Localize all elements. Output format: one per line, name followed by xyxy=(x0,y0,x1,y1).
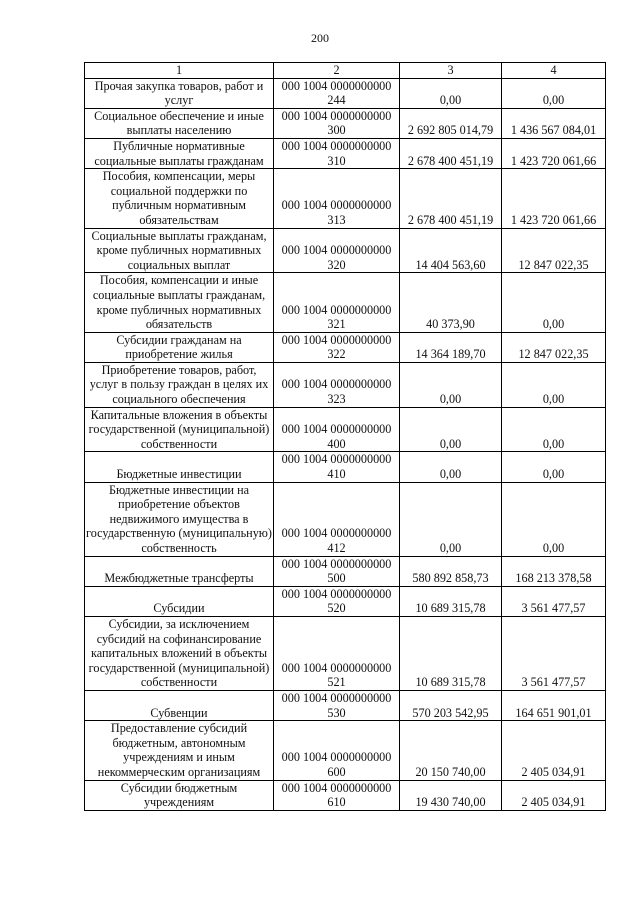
table-row xyxy=(85,616,606,690)
row-code: 000 1004 0000000000 410 xyxy=(274,452,400,482)
table-header-row xyxy=(85,63,606,79)
row-amount-col4: 0,00 xyxy=(502,78,606,108)
row-code: 000 1004 0000000000 610 xyxy=(274,780,400,810)
table-body xyxy=(85,78,606,810)
table-row xyxy=(85,586,606,616)
row-code: 000 1004 0000000000 244 xyxy=(274,78,400,108)
table-row xyxy=(85,78,606,108)
table-row xyxy=(85,452,606,482)
row-name: Пособия, компенсации и иные социальные выплаты гражданам, кроме публичных нормативных обязательств xyxy=(85,273,274,332)
row-code: 000 1004 0000000000 500 xyxy=(274,556,400,586)
row-name: Социальное обеспечение и иные выплаты населению xyxy=(85,108,274,138)
column-header-4: 4 xyxy=(502,63,606,79)
row-code: 000 1004 0000000000 400 xyxy=(274,407,400,452)
row-amount-col4: 0,00 xyxy=(502,273,606,332)
row-name: Пособия, компенсации, меры социальной поддержки по публичным нормативным обязательствам xyxy=(85,169,274,228)
row-amount-col3: 14 404 563,60 xyxy=(400,228,502,273)
table-row xyxy=(85,407,606,452)
row-name: Публичные нормативные социальные выплаты гражданам xyxy=(85,138,274,168)
column-header-3: 3 xyxy=(400,63,502,79)
table-row xyxy=(85,362,606,407)
row-amount-col4: 1 423 720 061,66 xyxy=(502,169,606,228)
row-amount-col4: 12 847 022,35 xyxy=(502,228,606,273)
page-number: 200 xyxy=(311,31,329,45)
row-amount-col3: 570 203 542,95 xyxy=(400,690,502,720)
row-amount-col3: 2 678 400 451,19 xyxy=(400,138,502,168)
budget-table xyxy=(84,62,606,811)
row-name: Субсидии xyxy=(85,586,274,616)
row-amount-col4: 0,00 xyxy=(502,482,606,556)
row-code: 000 1004 0000000000 322 xyxy=(274,332,400,362)
row-code: 000 1004 0000000000 600 xyxy=(274,721,400,780)
row-name: Капитальные вложения в объекты государственной (муниципальной) собственности xyxy=(85,407,274,452)
row-amount-col3: 0,00 xyxy=(400,482,502,556)
row-amount-col3: 2 678 400 451,19 xyxy=(400,169,502,228)
row-amount-col3: 40 373,90 xyxy=(400,273,502,332)
row-name: Бюджетные инвестиции xyxy=(85,452,274,482)
column-header-1: 1 xyxy=(85,63,274,79)
row-name: Субвенции xyxy=(85,690,274,720)
table-row xyxy=(85,169,606,228)
row-amount-col4: 3 561 477,57 xyxy=(502,616,606,690)
row-code: 000 1004 0000000000 300 xyxy=(274,108,400,138)
table-row xyxy=(85,273,606,332)
row-code: 000 1004 0000000000 412 xyxy=(274,482,400,556)
table-row xyxy=(85,556,606,586)
row-amount-col4: 12 847 022,35 xyxy=(502,332,606,362)
row-name: Субсидии бюджетным учреждениям xyxy=(85,780,274,810)
table-row xyxy=(85,721,606,780)
row-amount-col4: 3 561 477,57 xyxy=(502,586,606,616)
row-amount-col3: 20 150 740,00 xyxy=(400,721,502,780)
row-code: 000 1004 0000000000 321 xyxy=(274,273,400,332)
row-code: 000 1004 0000000000 530 xyxy=(274,690,400,720)
row-amount-col4: 0,00 xyxy=(502,362,606,407)
row-amount-col4: 164 651 901,01 xyxy=(502,690,606,720)
row-amount-col3: 0,00 xyxy=(400,407,502,452)
row-amount-col4: 0,00 xyxy=(502,407,606,452)
row-amount-col3: 10 689 315,78 xyxy=(400,586,502,616)
row-name: Субсидии гражданам на приобретение жилья xyxy=(85,332,274,362)
row-amount-col3: 14 364 189,70 xyxy=(400,332,502,362)
row-amount-col4: 2 405 034,91 xyxy=(502,721,606,780)
row-name: Приобретение товаров, работ, услуг в пользу граждан в целях их социального обеспечения xyxy=(85,362,274,407)
row-amount-col4: 1 436 567 084,01 xyxy=(502,108,606,138)
row-name: Прочая закупка товаров, работ и услуг xyxy=(85,78,274,108)
row-amount-col4: 1 423 720 061,66 xyxy=(502,138,606,168)
row-amount-col4: 0,00 xyxy=(502,452,606,482)
row-amount-col3: 0,00 xyxy=(400,452,502,482)
row-name: Межбюджетные трансферты xyxy=(85,556,274,586)
table-row xyxy=(85,138,606,168)
table-row xyxy=(85,482,606,556)
row-code: 000 1004 0000000000 323 xyxy=(274,362,400,407)
row-name: Социальные выплаты гражданам, кроме публичных нормативных социальных выплат xyxy=(85,228,274,273)
row-name: Предоставление субсидий бюджетным, автономным учреждениям и иным некоммерческим организациям xyxy=(85,721,274,780)
row-name: Субсидии, за исключением субсидий на софинансирование капитальных вложений в объекты государственной (муниципальной) собственности xyxy=(85,616,274,690)
row-code: 000 1004 0000000000 521 xyxy=(274,616,400,690)
row-code: 000 1004 0000000000 310 xyxy=(274,138,400,168)
table-row xyxy=(85,332,606,362)
row-code: 000 1004 0000000000 520 xyxy=(274,586,400,616)
row-amount-col3: 2 692 805 014,79 xyxy=(400,108,502,138)
table-row xyxy=(85,228,606,273)
table-row xyxy=(85,780,606,810)
row-amount-col3: 0,00 xyxy=(400,78,502,108)
column-header-2: 2 xyxy=(274,63,400,79)
row-name: Бюджетные инвестиции на приобретение объектов недвижимого имущества в государственную (муниципальную) собственность xyxy=(86,482,272,555)
row-code: 000 1004 0000000000 313 xyxy=(274,169,400,228)
row-amount-col3: 0,00 xyxy=(400,362,502,407)
row-amount-col3: 580 892 858,73 xyxy=(400,556,502,586)
row-amount-col3: 10 689 315,78 xyxy=(400,616,502,690)
row-amount-col3: 19 430 740,00 xyxy=(400,780,502,810)
row-amount-col4: 168 213 378,58 xyxy=(502,556,606,586)
table-row xyxy=(85,690,606,720)
row-code: 000 1004 0000000000 320 xyxy=(274,228,400,273)
table-row xyxy=(85,108,606,138)
row-amount-col4: 2 405 034,91 xyxy=(502,780,606,810)
